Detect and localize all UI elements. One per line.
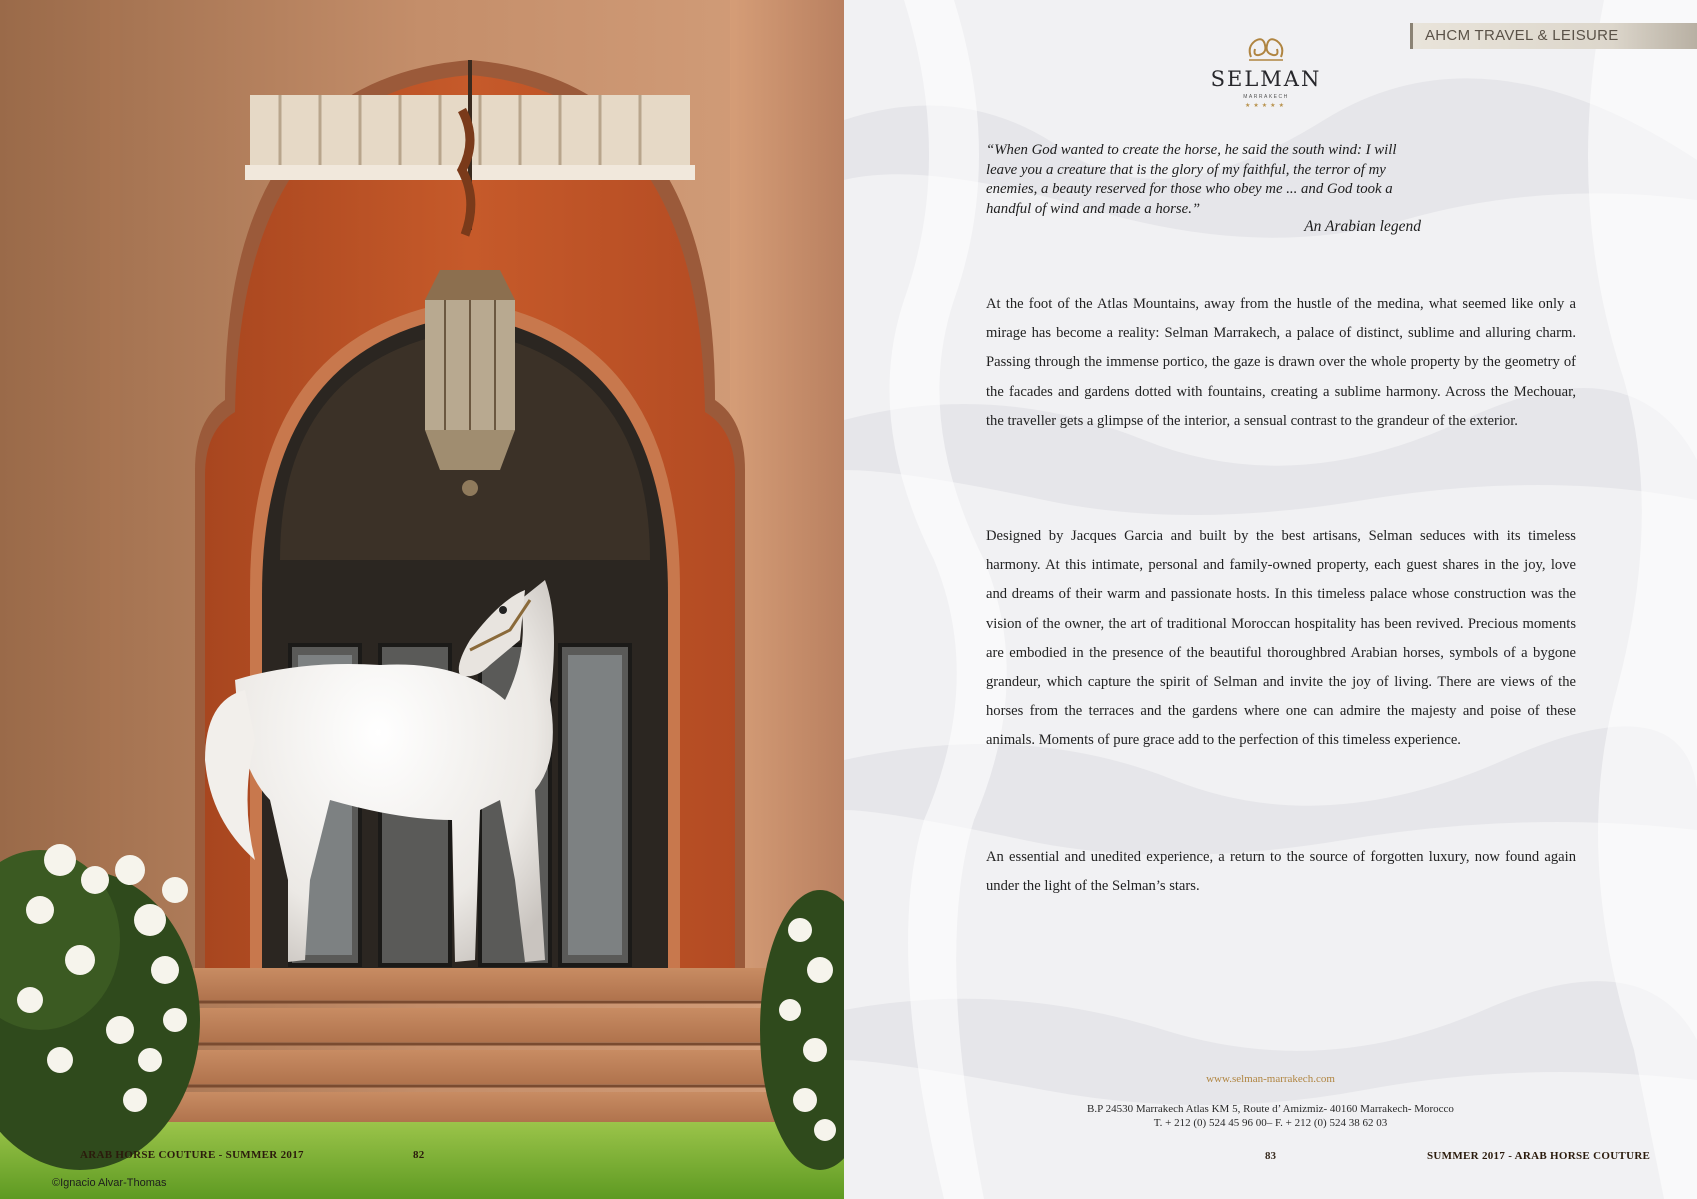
left-page bbox=[0, 0, 844, 1199]
right-footer-title: SUMMER 2017 - ARAB HORSE COUTURE bbox=[1427, 1150, 1651, 1162]
quote-attribution: An Arabian legend bbox=[1304, 218, 1421, 235]
logo-city: MARRAKECH bbox=[1243, 94, 1289, 100]
logo-name: SELMAN bbox=[1210, 67, 1322, 91]
body-paragraph-2: Designed by Jacques Garcia and built by the best artisans, Selman seduces with its timeless harmony. At this intimate, personal and family-owned property, each guest shares in the joy, love and dreams of their warm and passionate hosts. In this timeless palace whose construction was the vision of the owner, the art of traditional Moroccan hospitality has been revived. Precious moments are embodied in the presence of the beautiful thoroughbred Arabian horses, symbols of a bygone grandeur, which capture the spirit of Selman and invite the joy of living. There are views of the horses from the terraces and the gardens where one can admire the majesty and poise of these animals. Moments of pure grace add to the perfection of this timeless experience. bbox=[986, 528, 1576, 749]
right-page bbox=[844, 0, 1697, 1199]
selman-monogram-icon bbox=[1243, 33, 1289, 63]
epigraph-quote: “When God wanted to create the horse, he said the south wind: I will leave you a creature that is the glory of my faithful, the terror of my enemies, a beauty reserved for those who obey me ... and God took a handful of wind and made a horse.” bbox=[986, 142, 1397, 217]
section-label: AHCM TRAVEL & LEISURE bbox=[1425, 27, 1619, 44]
website-link[interactable]: www.selman-marrakech.com bbox=[1206, 1073, 1335, 1085]
logo-stars: ★★★★★ bbox=[1245, 102, 1287, 109]
right-page-number: 83 bbox=[1265, 1150, 1276, 1162]
address-line-2: T. + 212 (0) 524 45 96 00– F. + 212 (0) 524 38 62 03 bbox=[1153, 1117, 1388, 1129]
selman-logo bbox=[1206, 33, 1326, 118]
body-paragraph-3: An essential and unedited experience, a return to the source of forgotten luxury, now found again under the light of the Selman’s stars. bbox=[986, 849, 1576, 895]
photo-credit: ©Ignacio Alvar-Thomas bbox=[52, 1177, 167, 1189]
body-paragraph-1: At the foot of the Atlas Mountains, away from the hustle of the medina, what seemed like only a mirage has become a reality: Selman Marrakech, a palace of distinct, sublime and alluring charm. Passing through the immense portico, the gaze is drawn over the whole property by the geometry of the facades and gardens dotted with fountains, creating a sublime harmony. Across the Mechouar, the traveller gets a glimpse of the interior, a sensual contrast to the grandeur of the exterior. bbox=[986, 296, 1576, 429]
left-page-number: 82 bbox=[413, 1149, 425, 1161]
horse-palace-photo bbox=[0, 0, 844, 1199]
address-line-1: B.P 24530 Marrakech Atlas KM 5, Route d’ Amizmiz- 40160 Marrakech- Morocco bbox=[1087, 1103, 1454, 1115]
left-footer-title: ARAB HORSE COUTURE - SUMMER 2017 bbox=[80, 1149, 304, 1161]
section-tab bbox=[1410, 23, 1697, 49]
contact-address bbox=[844, 1102, 1697, 1130]
